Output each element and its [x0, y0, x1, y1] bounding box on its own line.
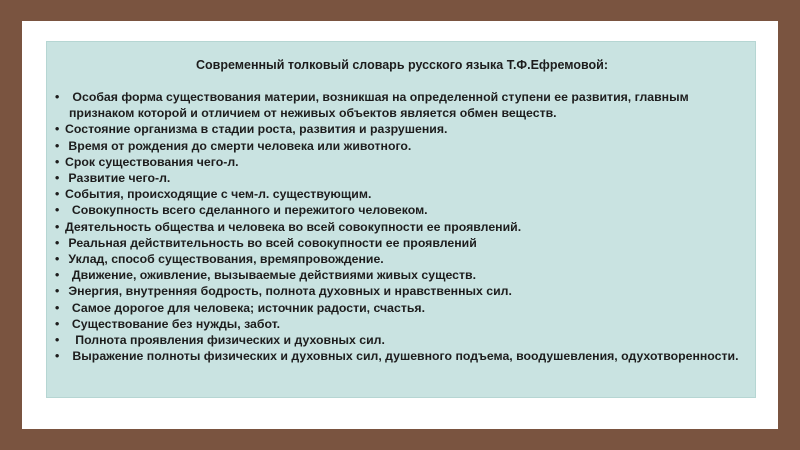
definition-text: Совокупность всего сделанного и пережитого человеком.	[65, 203, 428, 218]
bullet-icon: •	[55, 268, 60, 283]
definition-item	[55, 251, 750, 267]
definition-text: Развитие чего-л.	[65, 171, 171, 186]
definition-text: Деятельность общества и человека во всей совокупности ее проявлений.	[65, 219, 522, 234]
definition-item	[55, 202, 750, 218]
bullet-icon: •	[55, 316, 60, 331]
definition-text: События, происходящие с чем-л. существующим.	[65, 187, 372, 202]
bullet-icon: •	[55, 187, 60, 202]
definition-item	[55, 138, 750, 154]
definition-text: Реальная действительность во всей совокупности ее проявлений	[65, 235, 477, 250]
definition-text: Уклад, способ существования, времяпровождение.	[65, 252, 384, 267]
definition-item	[55, 332, 750, 348]
definition-text: Полнота проявления физических и духовных сил.	[65, 333, 385, 348]
definition-item	[55, 154, 750, 170]
definition-text: Самое дорогое для человека; источник радости, счастья.	[65, 300, 426, 315]
definition-item	[55, 186, 750, 202]
bullet-icon: •	[55, 138, 60, 153]
bullet-icon: •	[55, 219, 60, 234]
definition-text: Энергия, внутренняя бодрость, полнота духовных и нравственных сил.	[65, 284, 512, 299]
definition-text: Выражение полноты физических и духовных сил, душевного подъема, воодушевления, одухотворенности.	[69, 349, 739, 364]
bullet-icon: •	[55, 349, 60, 364]
content-panel	[46, 41, 756, 398]
definition-text: Особая форма существования материи, возникшая на определенной ступени ее развития, главным признаком которой и отличием от неживых объектов является обмен веществ.	[69, 90, 693, 121]
bullet-icon: •	[55, 171, 60, 186]
definition-item	[55, 121, 750, 137]
bullet-icon: •	[55, 252, 60, 267]
bullet-icon: •	[55, 284, 60, 299]
bullet-icon: •	[55, 90, 60, 104]
definition-text: Состояние организма в стадии роста, развития и разрушения.	[65, 122, 448, 137]
definition-item	[55, 170, 750, 186]
bullet-icon: •	[55, 300, 60, 315]
definition-text: Срок существования чего-л.	[65, 154, 239, 169]
definition-text: Движение, оживление, вызываемые действиями живых существ.	[65, 268, 476, 283]
definition-item	[55, 300, 750, 316]
definition-text: Существование без нужды, забот.	[65, 316, 281, 331]
definition-item	[55, 235, 750, 251]
definition-item	[55, 348, 750, 364]
dictionary-title: Современный толковый словарь русского языка Т.Ф.Ефремовой:	[195, 58, 608, 72]
bullet-icon: •	[55, 235, 60, 250]
bullet-icon: •	[55, 154, 60, 169]
bullet-icon: •	[55, 333, 60, 348]
definition-item	[55, 283, 750, 299]
definition-item	[55, 219, 750, 235]
bullet-icon: •	[55, 122, 60, 137]
definition-list	[55, 89, 750, 364]
bullet-icon: •	[55, 203, 60, 218]
definition-item	[55, 267, 750, 283]
definition-item	[55, 89, 750, 121]
definition-text: Время от рождения до смерти человека или животного.	[65, 138, 412, 153]
definition-item	[55, 316, 750, 332]
